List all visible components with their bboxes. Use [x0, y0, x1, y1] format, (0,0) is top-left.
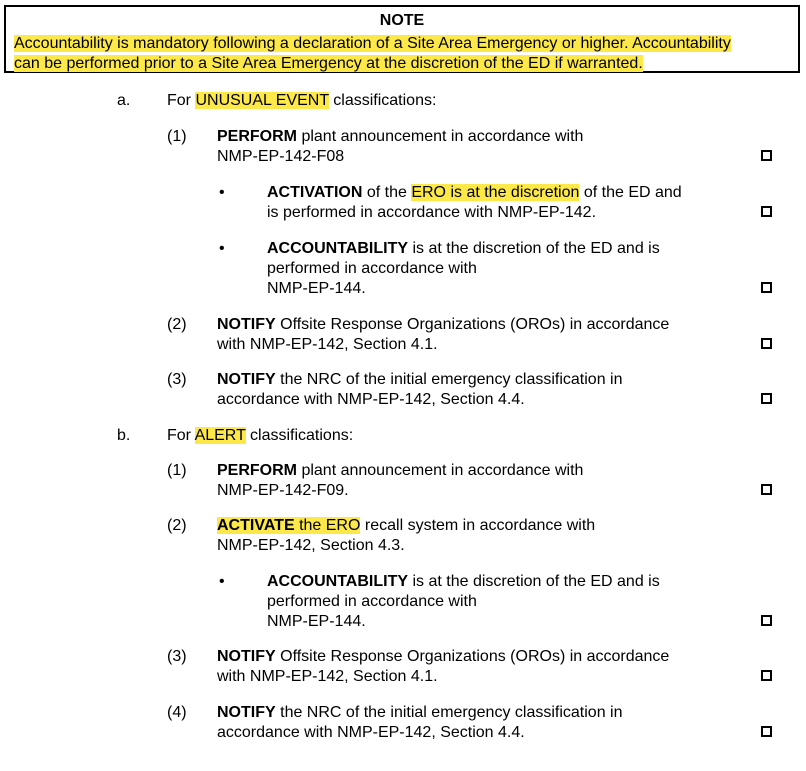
step-text — [217, 647, 737, 687]
bullet-line-2: performed in accordance with — [267, 260, 477, 277]
step-number: (1) — [167, 462, 187, 479]
step-number: (3) — [167, 648, 187, 665]
step-checkbox[interactable] — [761, 282, 772, 293]
bullet-line-2: is performed in accordance with NMP-EP-142. — [267, 204, 597, 221]
section-b-heading-prefix: For — [167, 427, 195, 444]
step-action: ACTIVATE — [217, 517, 295, 534]
step-text — [217, 461, 737, 501]
bullet-action: ACTIVATION — [267, 184, 363, 201]
step-line-2: NMP-EP-142-F09. — [217, 482, 349, 499]
step-action: NOTIFY — [217, 704, 276, 721]
note-title: NOTE — [379, 12, 425, 29]
bullet-action: ACCOUNTABILITY — [267, 240, 409, 257]
bullet-line-3: NMP-EP-144. — [267, 280, 366, 297]
step-line-2: with NMP-EP-142, Section 4.1. — [217, 668, 438, 685]
bullet-line-1: is at the discretion of the ED and is — [408, 240, 660, 257]
step-number: (2) — [167, 517, 187, 534]
bullet-pre: of the — [362, 184, 412, 201]
step-line-2: with NMP-EP-142, Section 4.1. — [217, 336, 438, 353]
note-box — [4, 5, 800, 73]
step-line-1: plant announcement in accordance with — [297, 462, 584, 479]
bullet-action: ACCOUNTABILITY — [267, 573, 409, 590]
step-line-1: recall system in accordance with — [360, 517, 596, 534]
bullet-line-1: is at the discretion of the ED and is — [408, 573, 660, 590]
bullet-text — [267, 183, 737, 223]
step-line-2: NMP-EP-142-F08 — [217, 148, 345, 165]
bullet-post: of the ED and — [579, 184, 682, 201]
step-action: PERFORM — [217, 128, 297, 145]
step-highlight: the ERO — [294, 517, 361, 534]
step-text — [217, 516, 737, 556]
section-a-heading-prefix: For — [167, 92, 196, 109]
bullet-line-3: NMP-EP-144. — [267, 613, 366, 630]
step-line-1: the NRC of the initial emergency classification in — [275, 371, 623, 388]
note-line-1: Accountability is mandatory following a declaration of a Site Area Emergency or higher. Accountability — [14, 35, 731, 52]
step-action: NOTIFY — [217, 316, 276, 333]
section-b-label: b. — [117, 427, 131, 444]
step-checkbox[interactable] — [761, 615, 772, 626]
bullet-icon: • — [219, 573, 225, 590]
step-text — [217, 370, 737, 410]
section-a-heading-highlight: UNUSUAL EVENT — [195, 92, 329, 109]
step-line-1: plant announcement in accordance with — [297, 128, 584, 145]
step-line-1: Offsite Response Organizations (OROs) in accordance — [275, 316, 670, 333]
step-line-1: the NRC of the initial emergency classification in — [275, 704, 623, 721]
step-checkbox[interactable] — [761, 150, 772, 161]
step-checkbox[interactable] — [761, 726, 772, 737]
section-a-heading-suffix: classifications: — [328, 92, 437, 109]
bullet-highlight: ERO is at the discretion — [411, 184, 580, 201]
step-checkbox[interactable] — [761, 484, 772, 495]
step-line-1: Offsite Response Organizations (OROs) in accordance — [275, 648, 670, 665]
step-checkbox[interactable] — [761, 338, 772, 349]
step-number: (2) — [167, 316, 187, 333]
step-checkbox[interactable] — [761, 206, 772, 217]
step-text — [217, 315, 737, 355]
step-line-2: NMP-EP-142, Section 4.3. — [217, 537, 405, 554]
step-number: (3) — [167, 371, 187, 388]
section-a-label: a. — [117, 92, 131, 109]
step-text — [217, 127, 737, 167]
step-number: (4) — [167, 704, 187, 721]
step-action: NOTIFY — [217, 648, 276, 665]
bullet-icon: • — [219, 184, 225, 201]
step-checkbox[interactable] — [761, 393, 772, 404]
bullet-text — [267, 239, 737, 299]
step-text — [217, 703, 737, 743]
section-b-heading-suffix: classifications: — [245, 427, 354, 444]
step-number: (1) — [167, 128, 187, 145]
step-line-2: accordance with NMP-EP-142, Section 4.4. — [217, 724, 525, 741]
bullet-line-2: performed in accordance with — [267, 593, 477, 610]
section-b-heading-highlight: ALERT — [194, 427, 246, 444]
step-line-2: accordance with NMP-EP-142, Section 4.4. — [217, 391, 525, 408]
section-a-heading — [167, 91, 436, 111]
step-checkbox[interactable] — [761, 670, 772, 681]
step-action: NOTIFY — [217, 371, 276, 388]
step-action: PERFORM — [217, 462, 297, 479]
section-b-heading — [167, 426, 353, 446]
bullet-icon: • — [219, 240, 225, 257]
note-text — [14, 34, 798, 74]
bullet-text — [267, 572, 737, 632]
note-line-2: can be performed prior to a Site Area Emergency at the discretion of the ED if warranted. — [14, 55, 643, 72]
